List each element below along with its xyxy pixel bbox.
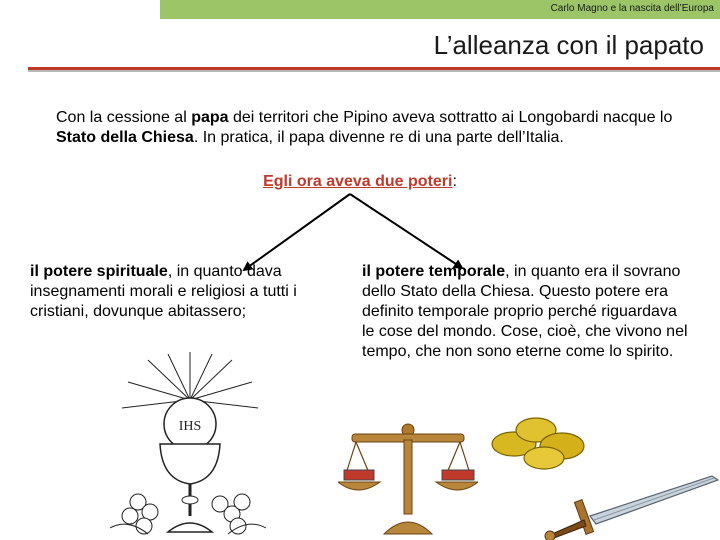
slide-title: L’alleanza con il papato	[433, 30, 704, 60]
temporal-power-title: il potere temporale	[362, 263, 506, 280]
powers-heading-label: Egli ora aveva due poteri	[263, 173, 453, 190]
intro-text-3: . In pratica, il papa divenne re di una parte dell’Italia.	[193, 129, 564, 146]
powers-heading-colon: :	[452, 173, 457, 190]
intro-text-1: Con la cessione al	[56, 109, 192, 126]
spiritual-power-desc: , in quanto dava insegnamenti morali e religiosi a tutti i cristiani, dovunque abitassero;	[30, 263, 297, 320]
ihs-monogram: IHS	[178, 419, 202, 434]
coins-illustration	[488, 408, 588, 472]
intro-text-2: dei territori che Pipino aveva sottratto ai Longobardi nacque lo	[228, 109, 673, 126]
sword-illustration	[540, 470, 720, 540]
intro-bold-papa: papa	[191, 109, 229, 126]
spiritual-power-text	[30, 262, 340, 322]
arrow-to-spiritual	[244, 194, 350, 270]
arrow-to-temporal	[350, 194, 462, 268]
intro-bold-stato: Stato della Chiesa	[56, 129, 194, 146]
temporal-power-text	[362, 262, 692, 362]
spiritual-power-title: il potere spirituale	[30, 263, 168, 280]
presentation-caption: Carlo Magno e la nascita dell’Europa	[550, 3, 714, 14]
chalice-illustration	[108, 352, 268, 540]
scales-illustration	[338, 420, 478, 536]
temporal-power-desc: , in quanto era il sovrano dello Stato della Chiesa. Questo potere era definito temporale proprio perché riguardava le cose del mondo. Cose, cioè, che vivono nel tempo, che non sono eterne come lo spirito.	[362, 263, 688, 360]
